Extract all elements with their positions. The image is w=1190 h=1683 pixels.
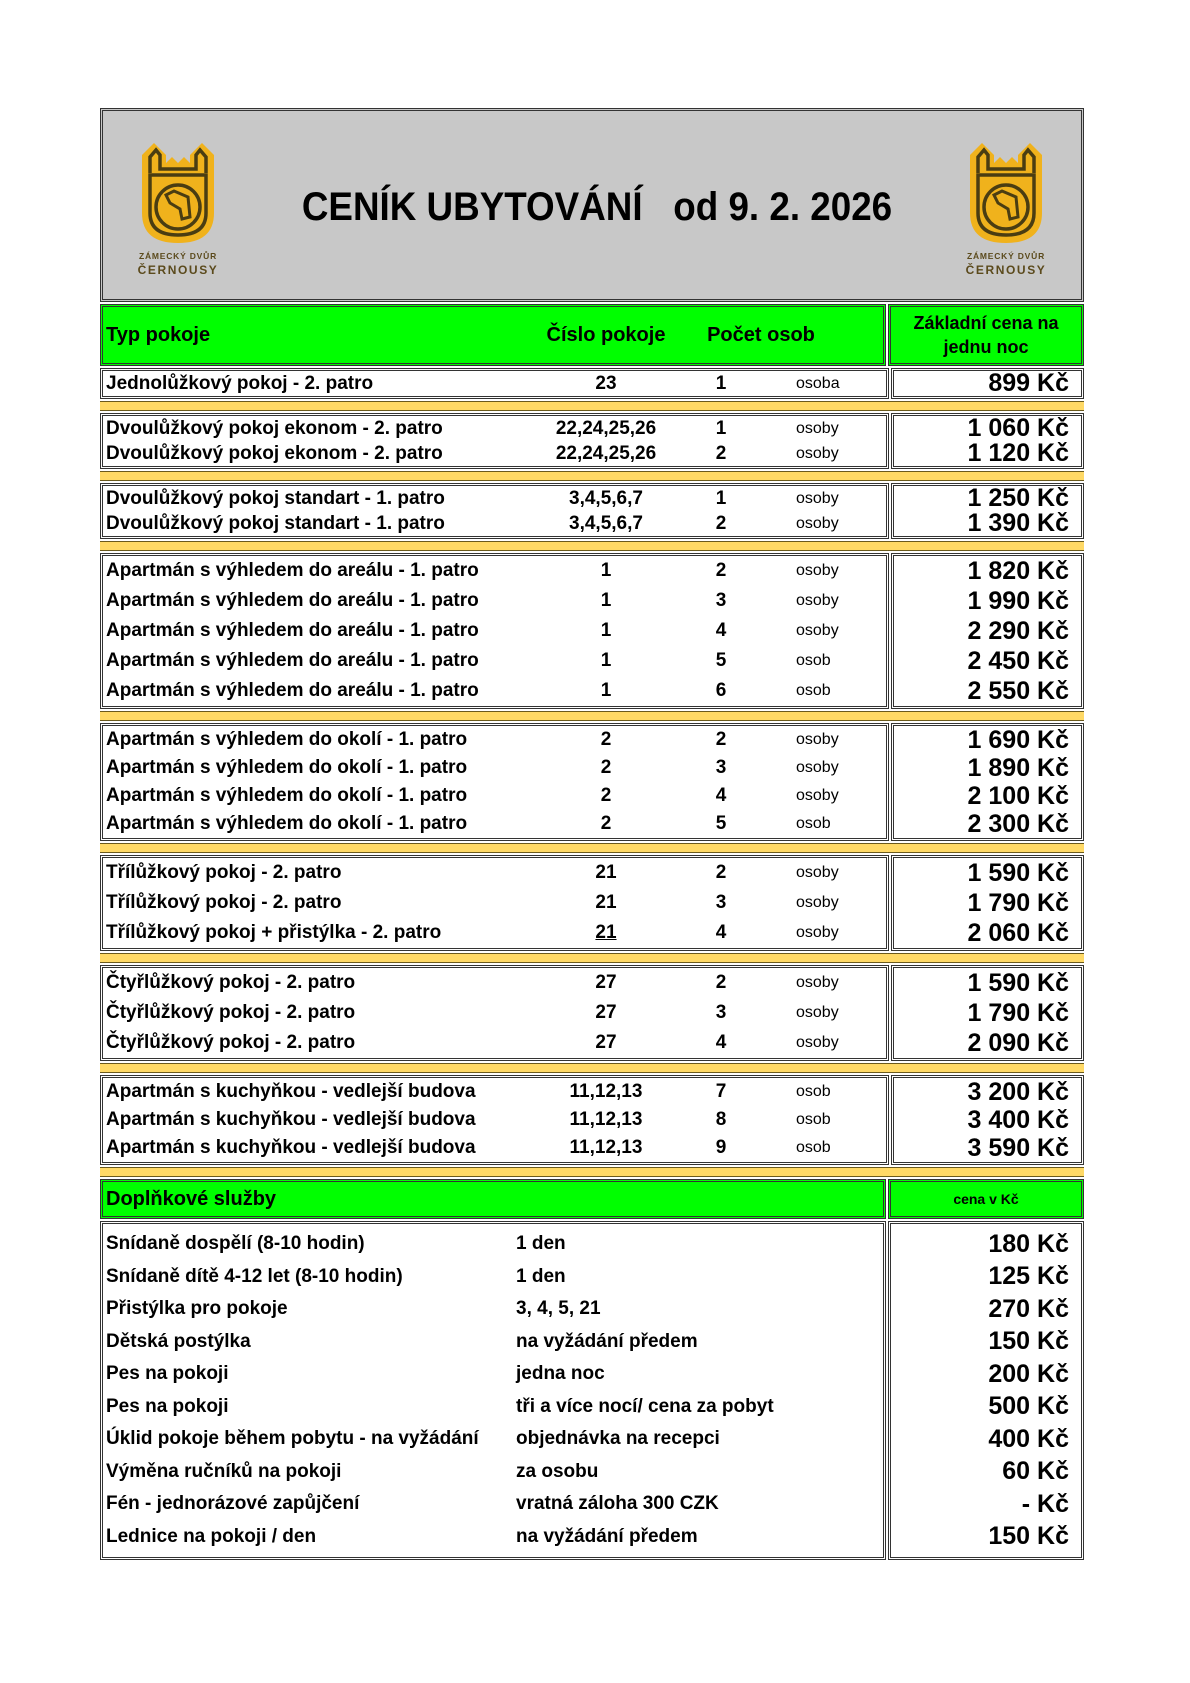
service-note: 1 den <box>516 1233 566 1255</box>
table-row <box>103 1078 886 1106</box>
service-row <box>103 1326 883 1359</box>
service-name: Snídaně dospělí (8-10 hodin) <box>106 1233 365 1255</box>
person-unit: osoby <box>796 622 839 639</box>
table-row <box>103 754 886 782</box>
table-row <box>103 511 886 536</box>
room-type: Apartmán s výhledem do okolí - 1. patro <box>106 729 468 750</box>
person-count: 2 <box>715 729 727 750</box>
person-unit: osob <box>796 682 831 699</box>
service-row <box>103 1423 883 1456</box>
person-unit: osob <box>796 1139 831 1156</box>
castle-horse-shield-logo-icon <box>968 133 1044 245</box>
room-type: Apartmán s výhledem do areálu - 1. patro <box>106 560 479 581</box>
service-price: 60 Kč <box>1002 1457 1069 1486</box>
person-unit: osoby <box>796 759 839 776</box>
room-group <box>100 553 1084 709</box>
castle-horse-shield-logo-icon <box>140 133 216 245</box>
person-unit: osoby <box>796 787 839 804</box>
room-price: 2 300 Kč <box>967 809 1069 838</box>
person-unit: osoby <box>796 514 839 532</box>
person-count: 4 <box>715 1032 727 1053</box>
services-table <box>100 1221 1084 1560</box>
person-count: 5 <box>715 650 727 671</box>
person-unit: osoby <box>796 924 839 941</box>
person-count: 5 <box>715 813 727 834</box>
table-row <box>103 858 886 888</box>
room-group-details <box>100 723 889 841</box>
room-type: Apartmán s kuchyňkou - vedlejší budova <box>106 1137 476 1158</box>
room-type: Třílůžkový pokoj + přistýlka - 2. patro <box>106 922 442 943</box>
service-note: na vyžádání předem <box>516 1330 698 1352</box>
separator <box>100 843 1084 853</box>
table-row <box>103 586 886 616</box>
room-group-details <box>100 965 889 1061</box>
table-row <box>103 782 886 810</box>
room-type: Apartmán s kuchyňkou - vedlejší budova <box>106 1081 476 1102</box>
room-number: 21 <box>595 892 617 913</box>
room-type: Apartmán s výhledem do areálu - 1. patro <box>106 620 479 641</box>
table-row <box>103 918 886 948</box>
person-unit: osob <box>796 1083 831 1100</box>
person-count: 3 <box>715 1002 727 1023</box>
room-price: 2 060 Kč <box>967 918 1069 947</box>
room-number: 22,24,25,26 <box>555 442 657 464</box>
room-type: Čtyřlůžkový pokoj - 2. patro <box>106 1002 356 1023</box>
service-name: Lednice na pokoji / den <box>106 1525 317 1547</box>
room-number: 11,12,13 <box>569 1137 643 1158</box>
room-number: 3,4,5,6,7 <box>569 512 643 534</box>
room-group <box>100 965 1084 1061</box>
page-title: CENÍK UBYTOVÁNÍ od 9. 2. 2026 <box>301 185 893 229</box>
room-group <box>100 368 1084 399</box>
person-count: 3 <box>715 757 727 778</box>
column-persons: Počet osob <box>707 323 815 346</box>
person-unit: osoby <box>796 562 839 579</box>
person-unit: osoby <box>796 1034 839 1051</box>
room-group <box>100 723 1084 841</box>
service-row <box>103 1391 883 1424</box>
service-price: 500 Kč <box>988 1392 1069 1421</box>
table-row <box>103 416 886 441</box>
room-group-prices <box>891 368 1084 399</box>
table-row <box>103 968 886 998</box>
services-title: Doplňkové služby <box>100 1179 886 1219</box>
room-type: Dvoulůžkový pokoj ekonom - 2. patro <box>106 442 443 464</box>
person-unit: osoby <box>796 489 839 507</box>
service-row <box>103 1358 883 1391</box>
table-row <box>103 810 886 838</box>
room-group-details <box>100 1075 889 1165</box>
room-price: 1 790 Kč <box>967 888 1069 917</box>
service-row <box>103 1293 883 1326</box>
person-count: 2 <box>715 862 727 883</box>
table-row <box>103 486 886 511</box>
room-price: 1 790 Kč <box>967 998 1069 1027</box>
service-price: 200 Kč <box>988 1359 1069 1388</box>
services-prices <box>888 1221 1084 1560</box>
room-type: Třílůžkový pokoj - 2. patro <box>106 892 342 913</box>
room-number: 22,24,25,26 <box>555 417 657 439</box>
person-unit: osoby <box>796 974 839 991</box>
room-type: Čtyřlůžkový pokoj - 2. patro <box>106 1032 356 1053</box>
person-count: 2 <box>715 512 727 534</box>
room-price: 1 990 Kč <box>967 586 1069 615</box>
room-type: Apartmán s výhledem do okolí - 1. patro <box>106 757 468 778</box>
person-unit: osoby <box>796 1004 839 1021</box>
person-count: 1 <box>715 372 727 394</box>
person-unit: osoba <box>796 374 840 392</box>
table-row <box>103 556 886 586</box>
room-group-prices <box>891 723 1084 841</box>
table-row <box>103 998 886 1028</box>
person-count: 4 <box>715 620 727 641</box>
room-price: 2 290 Kč <box>967 616 1069 645</box>
room-number: 11,12,13 <box>569 1109 643 1130</box>
person-count: 1 <box>715 487 727 509</box>
room-number: 1 <box>600 620 612 641</box>
room-price: 3 400 Kč <box>967 1105 1069 1134</box>
person-unit: osoby <box>796 419 839 437</box>
room-type: Dvoulůžkový pokoj standart - 1. patro <box>106 487 445 509</box>
person-unit: osob <box>796 652 831 669</box>
room-group <box>100 483 1084 539</box>
service-name: Pes na pokoji <box>106 1363 229 1385</box>
room-group <box>100 413 1084 469</box>
person-count: 3 <box>715 892 727 913</box>
service-note: jedna noc <box>516 1363 605 1385</box>
room-number: 27 <box>595 1032 617 1053</box>
service-name: Snídaně dítě 4-12 let (8-10 hodin) <box>106 1265 403 1287</box>
room-price: 1 250 Kč <box>967 484 1069 512</box>
room-group-prices <box>891 483 1084 539</box>
room-price: 1 590 Kč <box>967 858 1069 887</box>
room-price: 1 820 Kč <box>967 556 1069 585</box>
service-note: objednávka na recepci <box>516 1428 720 1450</box>
person-unit: osoby <box>796 864 839 881</box>
room-group <box>100 855 1084 951</box>
room-price: 899 Kč <box>988 369 1069 397</box>
room-number: 21 <box>595 862 617 883</box>
table-row <box>103 441 886 466</box>
separator <box>100 401 1084 411</box>
service-row <box>103 1261 883 1294</box>
service-name: Pes na pokoji <box>106 1395 229 1417</box>
service-note: na vyžádání předem <box>516 1525 698 1547</box>
service-name: Úklid pokoje během pobytu - na vyžádání <box>106 1428 479 1450</box>
service-price: 150 Kč <box>988 1327 1069 1356</box>
room-type: Jednolůžkový pokoj - 2. patro <box>106 372 374 394</box>
service-price: 150 Kč <box>988 1522 1069 1551</box>
person-count: 4 <box>715 785 727 806</box>
room-type: Apartmán s kuchyňkou - vedlejší budova <box>106 1109 476 1130</box>
person-count: 2 <box>715 560 727 581</box>
separator <box>100 1063 1084 1073</box>
room-group-details <box>100 553 889 709</box>
table-row <box>103 371 886 396</box>
table-row <box>103 1106 886 1134</box>
room-type: Dvoulůžkový pokoj ekonom - 2. patro <box>106 417 443 439</box>
column-type: Typ pokoje <box>106 323 211 346</box>
room-type: Apartmán s výhledem do okolí - 1. patro <box>106 813 468 834</box>
person-count: 2 <box>715 972 727 993</box>
service-note: vratná záloha 300 CZK <box>516 1493 719 1515</box>
logo-line2: ČERNOUSY <box>965 263 1047 277</box>
service-price: 400 Kč <box>988 1424 1069 1453</box>
person-count: 6 <box>715 680 727 701</box>
person-unit: osoby <box>796 444 839 462</box>
room-group-details <box>100 413 889 469</box>
service-row <box>103 1488 883 1521</box>
price-list-sheet <box>100 108 1084 1560</box>
column-price: Základní cena na jednu noc <box>888 304 1084 366</box>
room-type: Apartmán s výhledem do okolí - 1. patro <box>106 785 468 806</box>
column-header-left <box>100 304 886 366</box>
service-name: Fén - jednorázové zapůjčení <box>106 1493 360 1515</box>
room-type: Dvoulůžkový pokoj standart - 1. patro <box>106 512 445 534</box>
room-number: 3,4,5,6,7 <box>569 487 643 509</box>
room-number: 2 <box>600 813 612 834</box>
service-note: tři a více nocí/ cena za pobyt <box>516 1395 774 1417</box>
service-name: Výměna ručníků na pokoji <box>106 1460 342 1482</box>
room-number: 2 <box>600 729 612 750</box>
separator <box>100 711 1084 721</box>
room-type: Čtyřlůžkový pokoj - 2. patro <box>106 972 356 993</box>
person-unit: osoby <box>796 592 839 609</box>
table-row <box>103 646 886 676</box>
service-note: za osobu <box>516 1460 599 1482</box>
room-group-prices <box>891 413 1084 469</box>
person-count: 4 <box>715 922 727 943</box>
room-type: Apartmán s výhledem do areálu - 1. patro <box>106 680 479 701</box>
room-type: Apartmán s výhledem do areálu - 1. patro <box>106 590 479 611</box>
logo-right <box>961 133 1051 288</box>
room-number: 21 <box>595 922 617 943</box>
person-count: 1 <box>715 417 727 439</box>
table-row <box>103 616 886 646</box>
room-price: 1 120 Kč <box>967 439 1069 467</box>
table-row <box>103 888 886 918</box>
room-price: 3 590 Kč <box>967 1133 1069 1162</box>
room-group-prices <box>891 965 1084 1061</box>
room-group-details <box>100 483 889 539</box>
column-header-row <box>100 304 1084 366</box>
room-price: 2 450 Kč <box>967 646 1069 675</box>
room-number: 2 <box>600 785 612 806</box>
service-row <box>103 1228 883 1261</box>
room-group-prices <box>891 1075 1084 1165</box>
room-group-prices <box>891 855 1084 951</box>
person-count: 9 <box>715 1137 727 1158</box>
services-price-header: cena v Kč <box>888 1179 1084 1219</box>
person-unit: osob <box>796 1111 831 1128</box>
service-price: 270 Kč <box>988 1294 1069 1323</box>
separator <box>100 541 1084 551</box>
column-room: Číslo pokoje <box>546 323 666 346</box>
room-price: 2 550 Kč <box>967 676 1069 705</box>
room-number: 23 <box>595 372 617 394</box>
separator <box>100 953 1084 963</box>
room-price-groups <box>100 368 1084 1165</box>
logo-left <box>133 133 223 288</box>
room-number: 1 <box>600 680 612 701</box>
room-price: 2 100 Kč <box>967 781 1069 810</box>
person-unit: osob <box>796 815 831 832</box>
room-group <box>100 1075 1084 1165</box>
service-price: - Kč <box>1021 1489 1069 1518</box>
service-name: Přistýlka pro pokoje <box>106 1298 288 1320</box>
room-number: 2 <box>600 757 612 778</box>
services-left <box>100 1221 886 1560</box>
table-row <box>103 726 886 754</box>
person-count: 2 <box>715 442 727 464</box>
room-price: 1 390 Kč <box>967 509 1069 537</box>
page-header <box>100 108 1084 302</box>
person-count: 3 <box>715 590 727 611</box>
logo-line1: ZÁMECKÝ DVŮR <box>138 251 218 261</box>
room-type: Apartmán s výhledem do areálu - 1. patro <box>106 650 479 671</box>
separator <box>100 471 1084 481</box>
room-number: 27 <box>595 1002 617 1023</box>
service-name: Dětská postýlka <box>106 1330 251 1352</box>
room-number: 11,12,13 <box>569 1081 643 1102</box>
room-number: 1 <box>600 650 612 671</box>
service-note: 1 den <box>516 1265 566 1287</box>
room-price: 1 690 Kč <box>967 725 1069 754</box>
logo-line2: ČERNOUSY <box>137 263 219 277</box>
room-price: 1 890 Kč <box>967 753 1069 782</box>
service-price: 125 Kč <box>988 1262 1069 1291</box>
table-row <box>103 1134 886 1162</box>
room-price: 1 060 Kč <box>967 414 1069 442</box>
room-number: 1 <box>600 560 612 581</box>
logo-line1: ZÁMECKÝ DVŮR <box>966 251 1046 261</box>
room-group-prices <box>891 553 1084 709</box>
separator <box>100 1167 1084 1177</box>
room-group-details <box>100 368 889 399</box>
service-row <box>103 1456 883 1489</box>
person-unit: osoby <box>796 731 839 748</box>
table-row <box>103 676 886 706</box>
person-count: 8 <box>715 1109 727 1130</box>
room-type: Třílůžkový pokoj - 2. patro <box>106 862 342 883</box>
person-unit: osoby <box>796 894 839 911</box>
services-header-row <box>100 1179 1084 1219</box>
room-price: 2 090 Kč <box>967 1028 1069 1057</box>
service-row <box>103 1521 883 1554</box>
room-number: 27 <box>595 972 617 993</box>
room-price: 1 590 Kč <box>967 968 1069 997</box>
person-count: 7 <box>715 1081 727 1102</box>
room-group-details <box>100 855 889 951</box>
service-price: 180 Kč <box>988 1229 1069 1258</box>
table-row <box>103 1028 886 1058</box>
room-number: 1 <box>600 590 612 611</box>
service-note: 3, 4, 5, 21 <box>516 1298 601 1320</box>
room-price: 3 200 Kč <box>967 1077 1069 1106</box>
